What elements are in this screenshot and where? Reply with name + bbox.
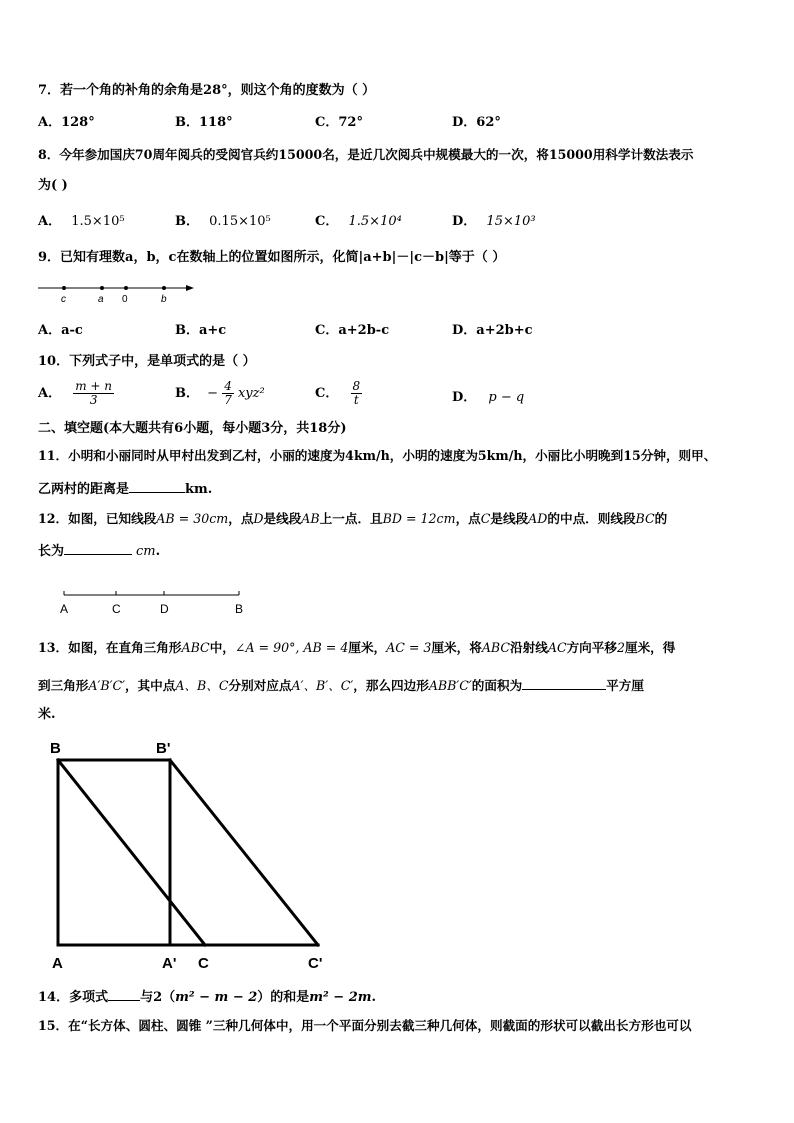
numberline-label-b: b <box>161 294 167 305</box>
q13-t7: 厘米，得 <box>624 640 676 655</box>
q7-option-c: C．72° <box>315 115 363 130</box>
q13-abc-2: ABC <box>481 640 511 655</box>
q13-t3: 厘米， <box>348 640 387 655</box>
q14-answer-blank[interactable] <box>108 988 140 1001</box>
q8-option-b <box>175 214 271 230</box>
q12-t2: ，点 <box>228 511 254 526</box>
q9-option-b: B．a+c <box>175 323 227 338</box>
q14-t2: 与2（ <box>140 990 176 1005</box>
q13-t9: ，其中点 <box>124 678 176 693</box>
q15-line1: 15．在“长方体、圆柱、圆锥 ”三种几何体中，用一个平面分别去截三种几何体，则截面的形状可以截出长方形也可以 <box>38 1018 692 1033</box>
q13-line1 <box>38 640 675 656</box>
q9-option-a: A．a-c <box>38 323 83 338</box>
q10-option-b-fraction <box>222 380 234 407</box>
q12-ab: AB <box>301 511 320 526</box>
q8-option-c <box>315 214 402 230</box>
q7-option-d: D．62° <box>452 115 501 130</box>
q10-option-a <box>38 380 114 407</box>
q13-pts-prime: A′、B′、C′ <box>291 678 354 693</box>
q10-option-a-label: A． <box>38 386 62 401</box>
q12-c: C <box>480 511 491 526</box>
segment-label-c: C <box>112 602 121 616</box>
fig-label-c-prime: C' <box>308 955 323 972</box>
q13-abc: ABC <box>181 640 210 655</box>
q8-option-d <box>452 214 536 230</box>
q8-option-c-value: 1.5×10⁴ <box>348 214 402 229</box>
q14-line <box>38 988 376 1006</box>
q8-option-d-label: D． <box>452 214 477 229</box>
q12-ab-eq: AB = 30cm <box>156 511 229 526</box>
q8-stem-cont: 为( ) <box>38 178 68 193</box>
q10-option-c <box>315 380 362 407</box>
q10-stem: 10．下列式子中，是单项式的是（ ） <box>38 354 256 369</box>
q10-b-suffix: xyz² <box>237 386 265 401</box>
q10-b-prefix: − <box>207 386 219 401</box>
q12-t6: 是线段 <box>490 511 529 526</box>
q9-option-d: D．a+2b+c <box>452 323 533 338</box>
q13-abc-prime: A′B′C′ <box>88 678 125 693</box>
q13-translation-figure <box>40 735 340 975</box>
q9-option-c: C．a+2b-c <box>315 323 390 338</box>
q10-b-numerator: 4 <box>224 379 232 393</box>
q13-line2 <box>38 677 644 694</box>
q10-a-numerator: m + n <box>75 379 113 393</box>
q7-option-a: A．128° <box>38 115 95 130</box>
q12-t8: 的 <box>654 511 668 526</box>
q11-text-a: 乙两村的距离是 <box>38 482 130 497</box>
q13-line3: 米. <box>38 707 56 722</box>
q14-expr2: m² − 2m <box>309 990 372 1005</box>
q10-option-c-fraction <box>351 380 363 407</box>
q13-ac2: AC <box>547 640 567 655</box>
q14-t1: 14．多项式 <box>38 990 109 1005</box>
q13-t10: 分别对应点 <box>228 678 292 693</box>
q8-option-a <box>38 214 125 230</box>
q13-two: 2 <box>616 640 625 655</box>
q14-t4: . <box>371 990 377 1005</box>
q12-d: D <box>253 511 264 526</box>
q13-t6: 方向平移 <box>566 640 617 655</box>
fig-label-a: A <box>52 955 63 972</box>
q8-option-b-label: B． <box>175 214 199 229</box>
q10-c-denominator: t <box>353 393 359 407</box>
q10-b-denominator: 7 <box>224 393 232 407</box>
segment-label-a: A <box>60 602 69 616</box>
q12-t10: . <box>155 544 161 559</box>
q12-t7: 的中点．则线段 <box>547 511 636 526</box>
q7-stem: 7．若一个角的补角的余角是28°，则这个角的度数为（ ） <box>38 83 376 98</box>
segment-label-d: D <box>160 602 169 616</box>
q10-option-b-label: B． <box>175 386 199 401</box>
q13-t13: 平方厘 <box>606 678 644 693</box>
fig-label-c: C <box>198 955 209 972</box>
q10-option-c-label: C． <box>315 386 339 401</box>
q13-t12: 的面积为 <box>471 678 523 693</box>
numberline-label-c: c <box>61 294 66 305</box>
segment-label-b: B <box>235 602 244 616</box>
q11-unit: km. <box>185 482 213 497</box>
q9-stem: 9．已知有理数a，b，c在数轴上的位置如图所示，化简|a+b|－|c－b|等于（ ） <box>38 250 506 265</box>
q13-t11: ，那么四边形 <box>353 678 429 693</box>
q8-option-a-label: A． <box>38 214 62 229</box>
q12-answer-blank[interactable] <box>64 542 132 555</box>
q8-option-c-label: C． <box>315 214 339 229</box>
q12-ad: AD <box>528 511 548 526</box>
q13-t1: 13．如图，在直角三角形 <box>38 640 182 655</box>
q13-ac: AC = 3 <box>386 640 432 655</box>
q13-pts: A、B、C <box>175 678 229 693</box>
q8-stem: 8．今年参加国庆70周年阅兵的受阅官兵约15000名，是近几次阅兵中规模最大的一次，将15000用科学计数法表示 <box>38 147 694 162</box>
q13-t4: 厘米，将 <box>431 640 482 655</box>
q13-t8: 到三角形 <box>38 678 89 693</box>
q12-bd-eq: BD = 12cm <box>382 511 456 526</box>
q11-answer-blank[interactable] <box>129 480 185 493</box>
q13-t5: 沿射线 <box>510 640 548 655</box>
q10-a-denominator: 3 <box>89 393 98 407</box>
q12-bc: BC <box>635 511 655 526</box>
q12-t9: 长为 <box>38 544 65 559</box>
q10-c-numerator: 8 <box>352 379 361 393</box>
q11-line2 <box>38 480 212 498</box>
fig-label-a-prime: A' <box>162 955 177 972</box>
q13-angle: ∠A = 90°, AB = 4 <box>234 640 349 655</box>
numberline-label-a: a <box>98 294 104 305</box>
q12-t4: 上一点．且 <box>319 511 383 526</box>
q8-option-a-value: 1.5×10⁵ <box>71 214 125 229</box>
q12-line2 <box>38 542 160 560</box>
q12-t5: ，点 <box>455 511 481 526</box>
numberline-label-0: 0 <box>122 294 128 305</box>
q10-option-a-fraction <box>73 380 114 407</box>
q14-expr1: m² − m − 2 <box>175 990 258 1005</box>
q10-option-d <box>452 390 524 406</box>
q10-d-value: p − q <box>488 390 525 405</box>
q9-number-line <box>36 280 198 306</box>
q10-option-b <box>175 380 265 407</box>
q13-quad: ABB′C′ <box>428 678 472 693</box>
q11-line1: 11．小明和小丽同时从甲村出发到乙村，小丽的速度为4km/h，小明的速度为5km/h，小丽比小明晚到15分钟，则甲、 <box>38 448 717 463</box>
q8-option-b-value: 0.15×10⁵ <box>209 214 271 229</box>
q12-unit: cm <box>136 544 156 559</box>
q12-segment-figure <box>56 586 256 618</box>
fig-label-b: B <box>50 740 61 757</box>
fig-label-b-prime: B' <box>156 740 171 757</box>
q8-option-d-value: 15×10³ <box>486 214 536 229</box>
q13-answer-blank[interactable] <box>522 677 606 690</box>
section-2-heading: 二、填空题(本大题共有6小题，每小题3分，共18分) <box>38 421 347 436</box>
q12-t3: 是线段 <box>263 511 302 526</box>
q12-line1 <box>38 511 667 527</box>
q13-t2: 中， <box>209 640 235 655</box>
q14-t3: ）的和是 <box>257 990 310 1005</box>
q7-option-b: B．118° <box>175 115 233 130</box>
q10-option-d-label: D． <box>452 390 477 405</box>
q12-t1: 12．如图，已知线段 <box>38 511 157 526</box>
